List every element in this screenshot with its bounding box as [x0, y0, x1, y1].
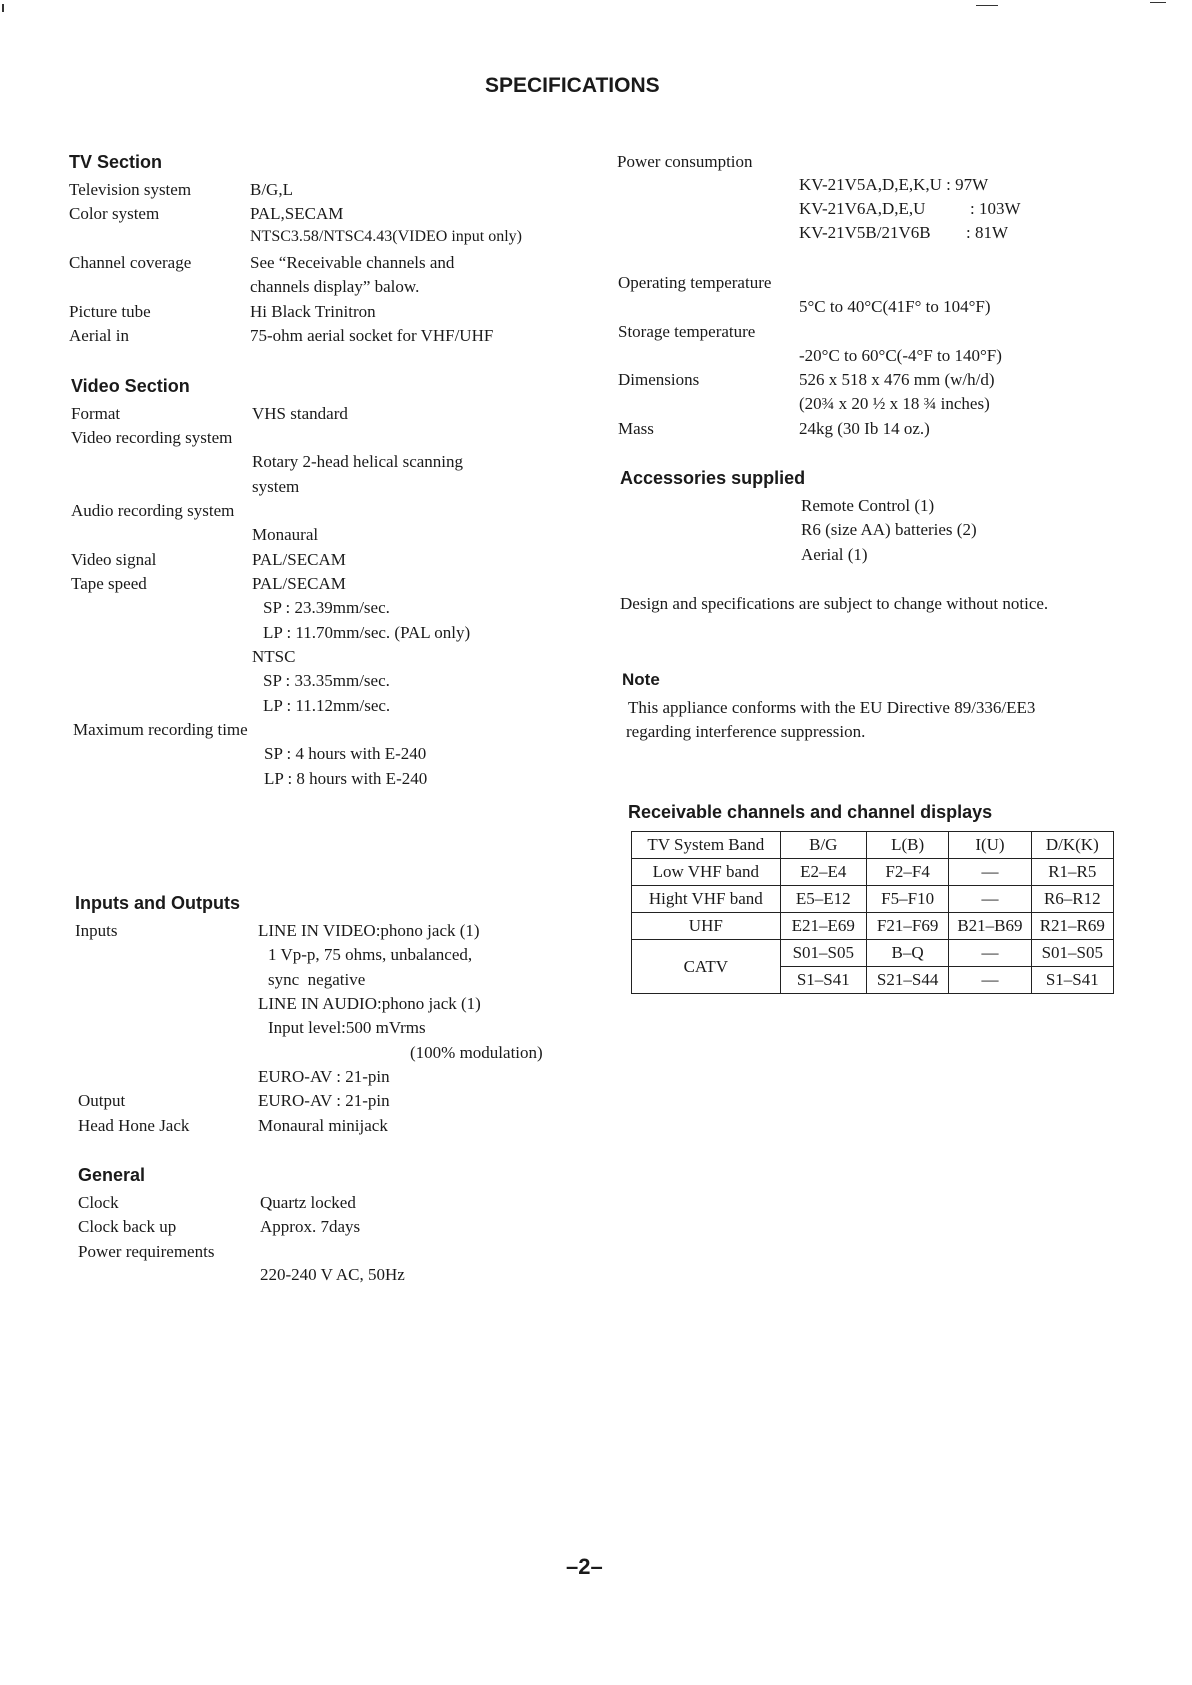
- table-cell-catv: CATV: [632, 940, 781, 994]
- table-cell: —: [949, 940, 1031, 967]
- headphone-value: Monaural minijack: [258, 1116, 388, 1135]
- video-signal-label: Video signal: [71, 550, 157, 569]
- input-line: LINE IN AUDIO:phono jack (1): [258, 994, 481, 1013]
- table-row: [632, 940, 1114, 967]
- video-signal-value: PAL/SECAM: [252, 550, 346, 569]
- power-consumption-model: KV-21V6A,D,E,U: [799, 199, 926, 218]
- power-req-value: 220-240 V AC, 50Hz: [260, 1265, 405, 1284]
- accessory-item: R6 (size AA) batteries (2): [801, 520, 977, 539]
- dimensions-label: Dimensions: [618, 370, 700, 389]
- mass-label: Mass: [618, 419, 654, 438]
- general-section-heading: General: [78, 1165, 146, 1185]
- scan-mark: [1150, 2, 1166, 3]
- tv-section-heading: TV Section: [69, 152, 163, 172]
- audio-recording-value: Monaural: [252, 525, 319, 544]
- max-sp: SP : 4 hours with E-240: [264, 744, 427, 763]
- video-recording-label: Video recording system: [71, 428, 233, 447]
- tv-value: Hi Black Trinitron: [250, 302, 376, 321]
- channels-heading: Receivable channels and channel displays: [628, 802, 993, 822]
- ntsc-lp: LP : 11.12mm/sec.: [263, 696, 391, 715]
- tv-value: NTSC3.58/NTSC4.43(VIDEO input only): [250, 228, 522, 245]
- note-heading: Note: [622, 670, 660, 689]
- table-header-cell: B/G: [780, 832, 866, 859]
- clock-label: Clock: [78, 1193, 119, 1212]
- table-cell: F5–F10: [866, 886, 948, 913]
- table-header-row: [632, 832, 1114, 859]
- table-cell: —: [949, 967, 1031, 994]
- mass-value: 24kg (30 Ib 14 oz.): [799, 419, 930, 438]
- table-header-cell: TV System Band: [632, 832, 781, 859]
- storage-temp-label: Storage temperature: [618, 322, 756, 341]
- tv-label: Picture tube: [69, 302, 151, 321]
- pal-lp: LP : 11.70mm/sec. (PAL only): [263, 623, 471, 642]
- power-consumption-model: KV-21V5B/21V6B: [799, 223, 931, 242]
- audio-recording-label: Audio recording system: [71, 501, 235, 520]
- note-text: This appliance conforms with the EU Directive 89/336/EE3: [628, 698, 1036, 717]
- power-consumption-value: : 103W: [970, 199, 1021, 218]
- input-line: sync negative: [268, 970, 366, 989]
- table-cell: —: [949, 859, 1031, 886]
- clock-backup-label: Clock back up: [78, 1217, 177, 1236]
- io-section-heading: Inputs and Outputs: [75, 893, 240, 913]
- ntsc-label: NTSC: [252, 647, 296, 666]
- pal-sp: SP : 23.39mm/sec.: [263, 598, 390, 617]
- table-cell: S1–S41: [780, 967, 866, 994]
- tv-label: Aerial in: [69, 326, 129, 345]
- power-consumption-value: : 81W: [966, 223, 1009, 242]
- channels-table: [631, 831, 1114, 994]
- tape-speed-value: PAL/SECAM: [252, 574, 346, 593]
- table-cell: E5–E12: [780, 886, 866, 913]
- table-cell: B–Q: [866, 940, 948, 967]
- table-header-cell: I(U): [949, 832, 1031, 859]
- storage-temp-value: -20°C to 60°C(-4°F to 140°F): [799, 346, 1002, 365]
- accessory-item: Remote Control (1): [801, 496, 935, 515]
- table-row: [632, 913, 1114, 940]
- tv-value: See “Receivable channels and: [250, 253, 455, 272]
- inputs-label: Inputs: [75, 921, 118, 940]
- clock-backup-value: Approx. 7days: [260, 1217, 361, 1236]
- dimensions-value: 526 x 518 x 476 mm (w/h/d): [799, 370, 995, 389]
- clock-value: Quartz locked: [260, 1193, 356, 1212]
- table-cell: R21–R69: [1031, 913, 1113, 940]
- tape-speed-label: Tape speed: [71, 574, 147, 593]
- table-cell: Hight VHF band: [632, 886, 781, 913]
- table-cell: S01–S05: [780, 940, 866, 967]
- table-cell: E2–E4: [780, 859, 866, 886]
- accessory-item: Aerial (1): [801, 545, 868, 564]
- scan-mark: [2, 4, 4, 12]
- table-cell: R6–R12: [1031, 886, 1113, 913]
- table-cell: S01–S05: [1031, 940, 1113, 967]
- table-cell: UHF: [632, 913, 781, 940]
- table-header-cell: D/K(K): [1031, 832, 1113, 859]
- max-recording-label: Maximum recording time: [73, 720, 248, 739]
- video-recording-value: system: [252, 477, 300, 496]
- output-value: EURO-AV : 21-pin: [258, 1091, 390, 1110]
- table-cell: Low VHF band: [632, 859, 781, 886]
- scan-mark: [976, 5, 998, 6]
- table-cell: F2–F4: [866, 859, 948, 886]
- table-cell: B21–B69: [949, 913, 1031, 940]
- accessories-heading: Accessories supplied: [620, 468, 806, 488]
- output-label: Output: [78, 1091, 126, 1110]
- max-lp: LP : 8 hours with E-240: [264, 769, 428, 788]
- table-header-cell: L(B): [866, 832, 948, 859]
- table-row: [632, 859, 1114, 886]
- tv-value: 75-ohm aerial socket for VHF/UHF: [250, 326, 494, 345]
- table-cell: S1–S41: [1031, 967, 1113, 994]
- input-line: EURO-AV : 21-pin: [258, 1067, 390, 1086]
- dimensions-value: (20¾ x 20 ½ x 18 ¾ inches): [799, 394, 990, 413]
- video-section-heading: Video Section: [71, 376, 190, 396]
- page-number: –2–: [566, 1554, 603, 1579]
- input-line: Input level:500 mVrms: [268, 1018, 426, 1037]
- tv-value: PAL,SECAM: [250, 204, 344, 223]
- tv-label: Television system: [69, 180, 192, 199]
- operating-temp-value: 5°C to 40°C(41F° to 104°F): [799, 297, 991, 316]
- tv-label: Channel coverage: [69, 253, 192, 272]
- power-req-label: Power requirements: [78, 1242, 215, 1261]
- table-cell: E21–E69: [780, 913, 866, 940]
- input-line: 1 Vp-p, 75 ohms, unbalanced,: [268, 945, 473, 964]
- input-line: (100% modulation): [410, 1043, 543, 1062]
- table-cell: —: [949, 886, 1031, 913]
- note-text: regarding interference suppression.: [626, 722, 866, 741]
- tv-value: channels display” balow.: [250, 277, 420, 296]
- page-title: SPECIFICATIONS: [485, 74, 660, 97]
- table-cell: F21–F69: [866, 913, 948, 940]
- table-cell: R1–R5: [1031, 859, 1113, 886]
- headphone-label: Head Hone Jack: [78, 1116, 190, 1135]
- table-cell: S21–S44: [866, 967, 948, 994]
- tv-label: Color system: [69, 204, 160, 223]
- table-row: [632, 886, 1114, 913]
- input-line: LINE IN VIDEO:phono jack (1): [258, 921, 480, 940]
- format-value: VHS standard: [252, 404, 348, 423]
- power-consumption-label: Power consumption: [617, 152, 753, 171]
- format-label: Format: [71, 404, 121, 423]
- power-consumption-line: KV-21V5A,D,E,K,U : 97W: [799, 175, 989, 194]
- ntsc-sp: SP : 33.35mm/sec.: [263, 671, 390, 690]
- operating-temp-label: Operating temperature: [618, 273, 772, 292]
- tv-value: B/G,L: [250, 180, 293, 199]
- video-recording-value: Rotary 2-head helical scanning: [252, 452, 464, 471]
- disclaimer: Design and specifications are subject to change without notice.: [620, 594, 1049, 613]
